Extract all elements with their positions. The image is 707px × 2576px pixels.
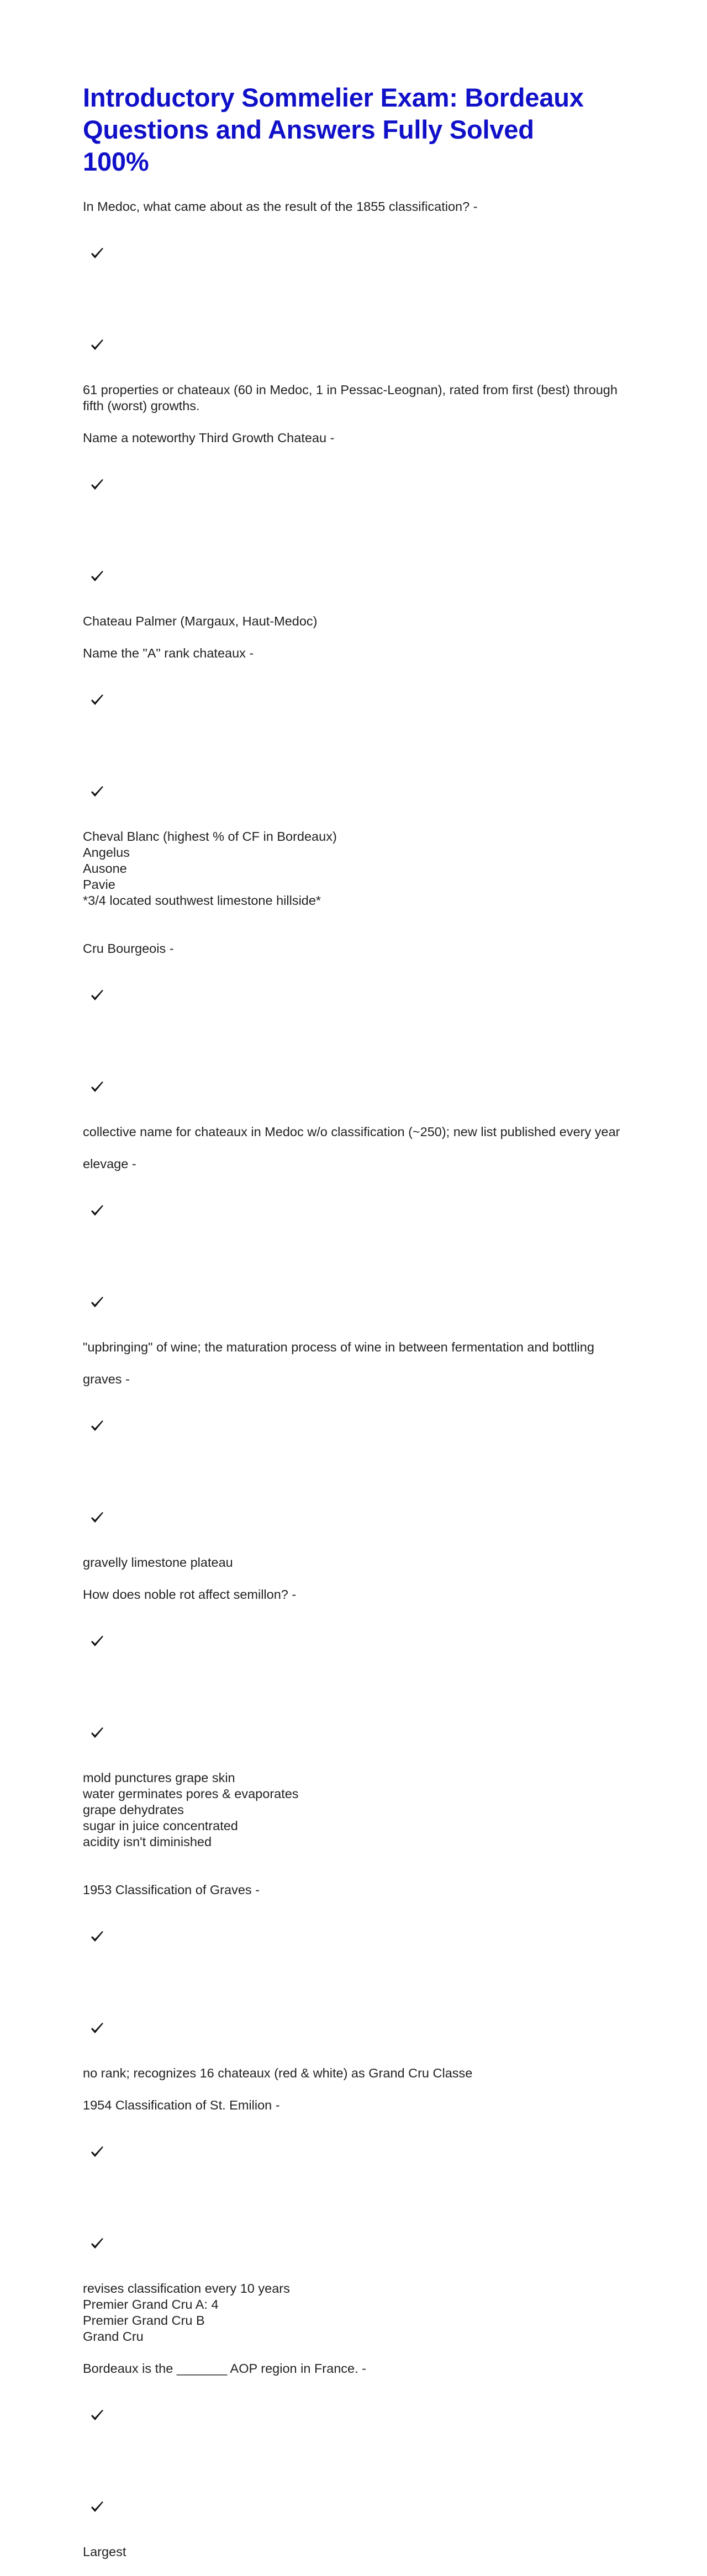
double-check-icon xyxy=(83,2174,107,2280)
question-text: 1953 Classification of Graves xyxy=(83,1883,252,1897)
question-text: graves xyxy=(83,1372,122,1386)
double-check-icon xyxy=(83,275,107,381)
question-text: 1954 Classification of St. Emilion xyxy=(83,2098,272,2112)
question-text: elevage xyxy=(83,1157,129,1171)
answer-text: Largest xyxy=(83,2545,126,2559)
title-line: Questions and Answers Fully Solved xyxy=(83,115,534,144)
question-separator: - xyxy=(251,1883,263,1897)
check-icon xyxy=(90,215,104,228)
qa-item xyxy=(83,430,630,629)
double-check-icon xyxy=(83,2437,107,2543)
check-icon xyxy=(90,1990,104,2003)
qa-item xyxy=(83,2097,630,2345)
question-separator: - xyxy=(245,646,257,660)
qa-item xyxy=(83,1882,630,2081)
answer-line: grape dehydrates xyxy=(83,1803,184,1817)
answer-text: collective name for chateaux in Medoc w/o classification (~250); new list published every year xyxy=(83,1125,620,1139)
check-icon xyxy=(90,446,104,459)
answer-text: no rank; recognizes 16 chateaux (red & white) as Grand Cru Classe xyxy=(83,2066,473,2080)
answer-line: Premier Grand Cru A: 4 xyxy=(83,2297,219,2312)
double-check-icon xyxy=(83,1958,107,2064)
check-icon xyxy=(90,1479,104,1492)
check-icon xyxy=(90,2205,104,2218)
document-title xyxy=(83,82,630,178)
question-text: Name a noteworthy Third Growth Chateau xyxy=(83,431,327,445)
check-icon xyxy=(90,2377,104,2390)
answer-line: acidity isn't diminished xyxy=(83,1835,212,1849)
check-icon xyxy=(90,1898,104,1911)
check-icon xyxy=(90,1603,104,1616)
qa-item xyxy=(83,941,630,1140)
answer-text: gravelly limestone plateau xyxy=(83,1555,233,1570)
title-line: 100% xyxy=(83,147,149,176)
answer-text: Cheval Blanc (highest % of CF in Bordeaux) xyxy=(83,829,337,844)
check-icon xyxy=(90,1694,104,1708)
answer-line: Grand Cru xyxy=(83,2329,144,2344)
double-check-icon xyxy=(83,722,107,828)
answer-line: sugar in juice concentrated xyxy=(83,1819,238,1833)
question-text: Name the "A" rank chateaux xyxy=(83,646,246,660)
check-icon xyxy=(90,306,104,320)
question-separator: - xyxy=(358,2361,370,2376)
double-check-icon xyxy=(83,1232,107,1338)
question-text: Cru Bourgeois xyxy=(83,941,166,956)
check-icon xyxy=(90,661,104,675)
check-icon xyxy=(90,2113,104,2127)
double-check-icon xyxy=(83,506,107,612)
qa-item xyxy=(83,199,630,414)
check-icon xyxy=(90,1048,104,1062)
check-icon xyxy=(90,1172,104,1185)
check-icon xyxy=(90,753,104,766)
double-check-icon xyxy=(83,1017,107,1123)
answer-line: water germinates pores & evaporates xyxy=(83,1787,299,1801)
qa-item xyxy=(83,1587,630,1850)
check-icon xyxy=(90,1387,104,1401)
answer-text: "upbringing" of wine; the maturation process of wine in between fermentation and bottling xyxy=(83,1340,594,1354)
double-check-icon xyxy=(83,1663,107,1769)
answer-text: Chateau Palmer (Margaux, Haut-Medoc) xyxy=(83,614,318,628)
qa-item xyxy=(83,2361,630,2560)
question-separator: - xyxy=(166,941,178,956)
qa-item xyxy=(83,1371,630,1571)
question-text: Bordeaux is the _______ AOP region in France. xyxy=(83,2361,358,2376)
check-icon xyxy=(90,957,104,970)
answer-text: mold punctures grape skin xyxy=(83,1771,235,1785)
question-separator: - xyxy=(122,1372,134,1386)
answer-text: 61 properties or chateaux (60 in Medoc, 1 in Pessac-Leognan), rated from first (best) through fifth (worst) growths. xyxy=(83,383,621,413)
check-icon xyxy=(90,1264,104,1277)
question-separator: - xyxy=(326,431,338,445)
qa-item xyxy=(83,645,630,909)
double-check-icon xyxy=(83,1448,107,1554)
question-text: How does noble rot affect semillon? xyxy=(83,1587,288,1602)
qa-item xyxy=(83,1156,630,1355)
check-icon xyxy=(90,2468,104,2482)
question-text: In Medoc, what came about as the result of the 1855 classification? xyxy=(83,199,470,214)
answer-line: Premier Grand Cru B xyxy=(83,2313,205,2328)
answer-line: *3/4 located southwest limestone hillside* xyxy=(83,893,321,908)
answer-text: revises classification every 10 years xyxy=(83,2281,290,2296)
question-separator: - xyxy=(272,2098,284,2112)
question-separator: - xyxy=(128,1157,140,1171)
question-separator: - xyxy=(469,199,482,214)
answer-line: Angelus xyxy=(83,845,130,860)
answer-line: Pavie xyxy=(83,877,115,892)
title-line: Introductory Sommelier Exam: Bordeaux xyxy=(83,83,584,112)
answer-line: Ausone xyxy=(83,861,127,876)
qa-list xyxy=(83,199,630,2560)
question-separator: - xyxy=(288,1587,300,1602)
document-page xyxy=(83,82,630,2576)
check-icon xyxy=(90,538,104,551)
